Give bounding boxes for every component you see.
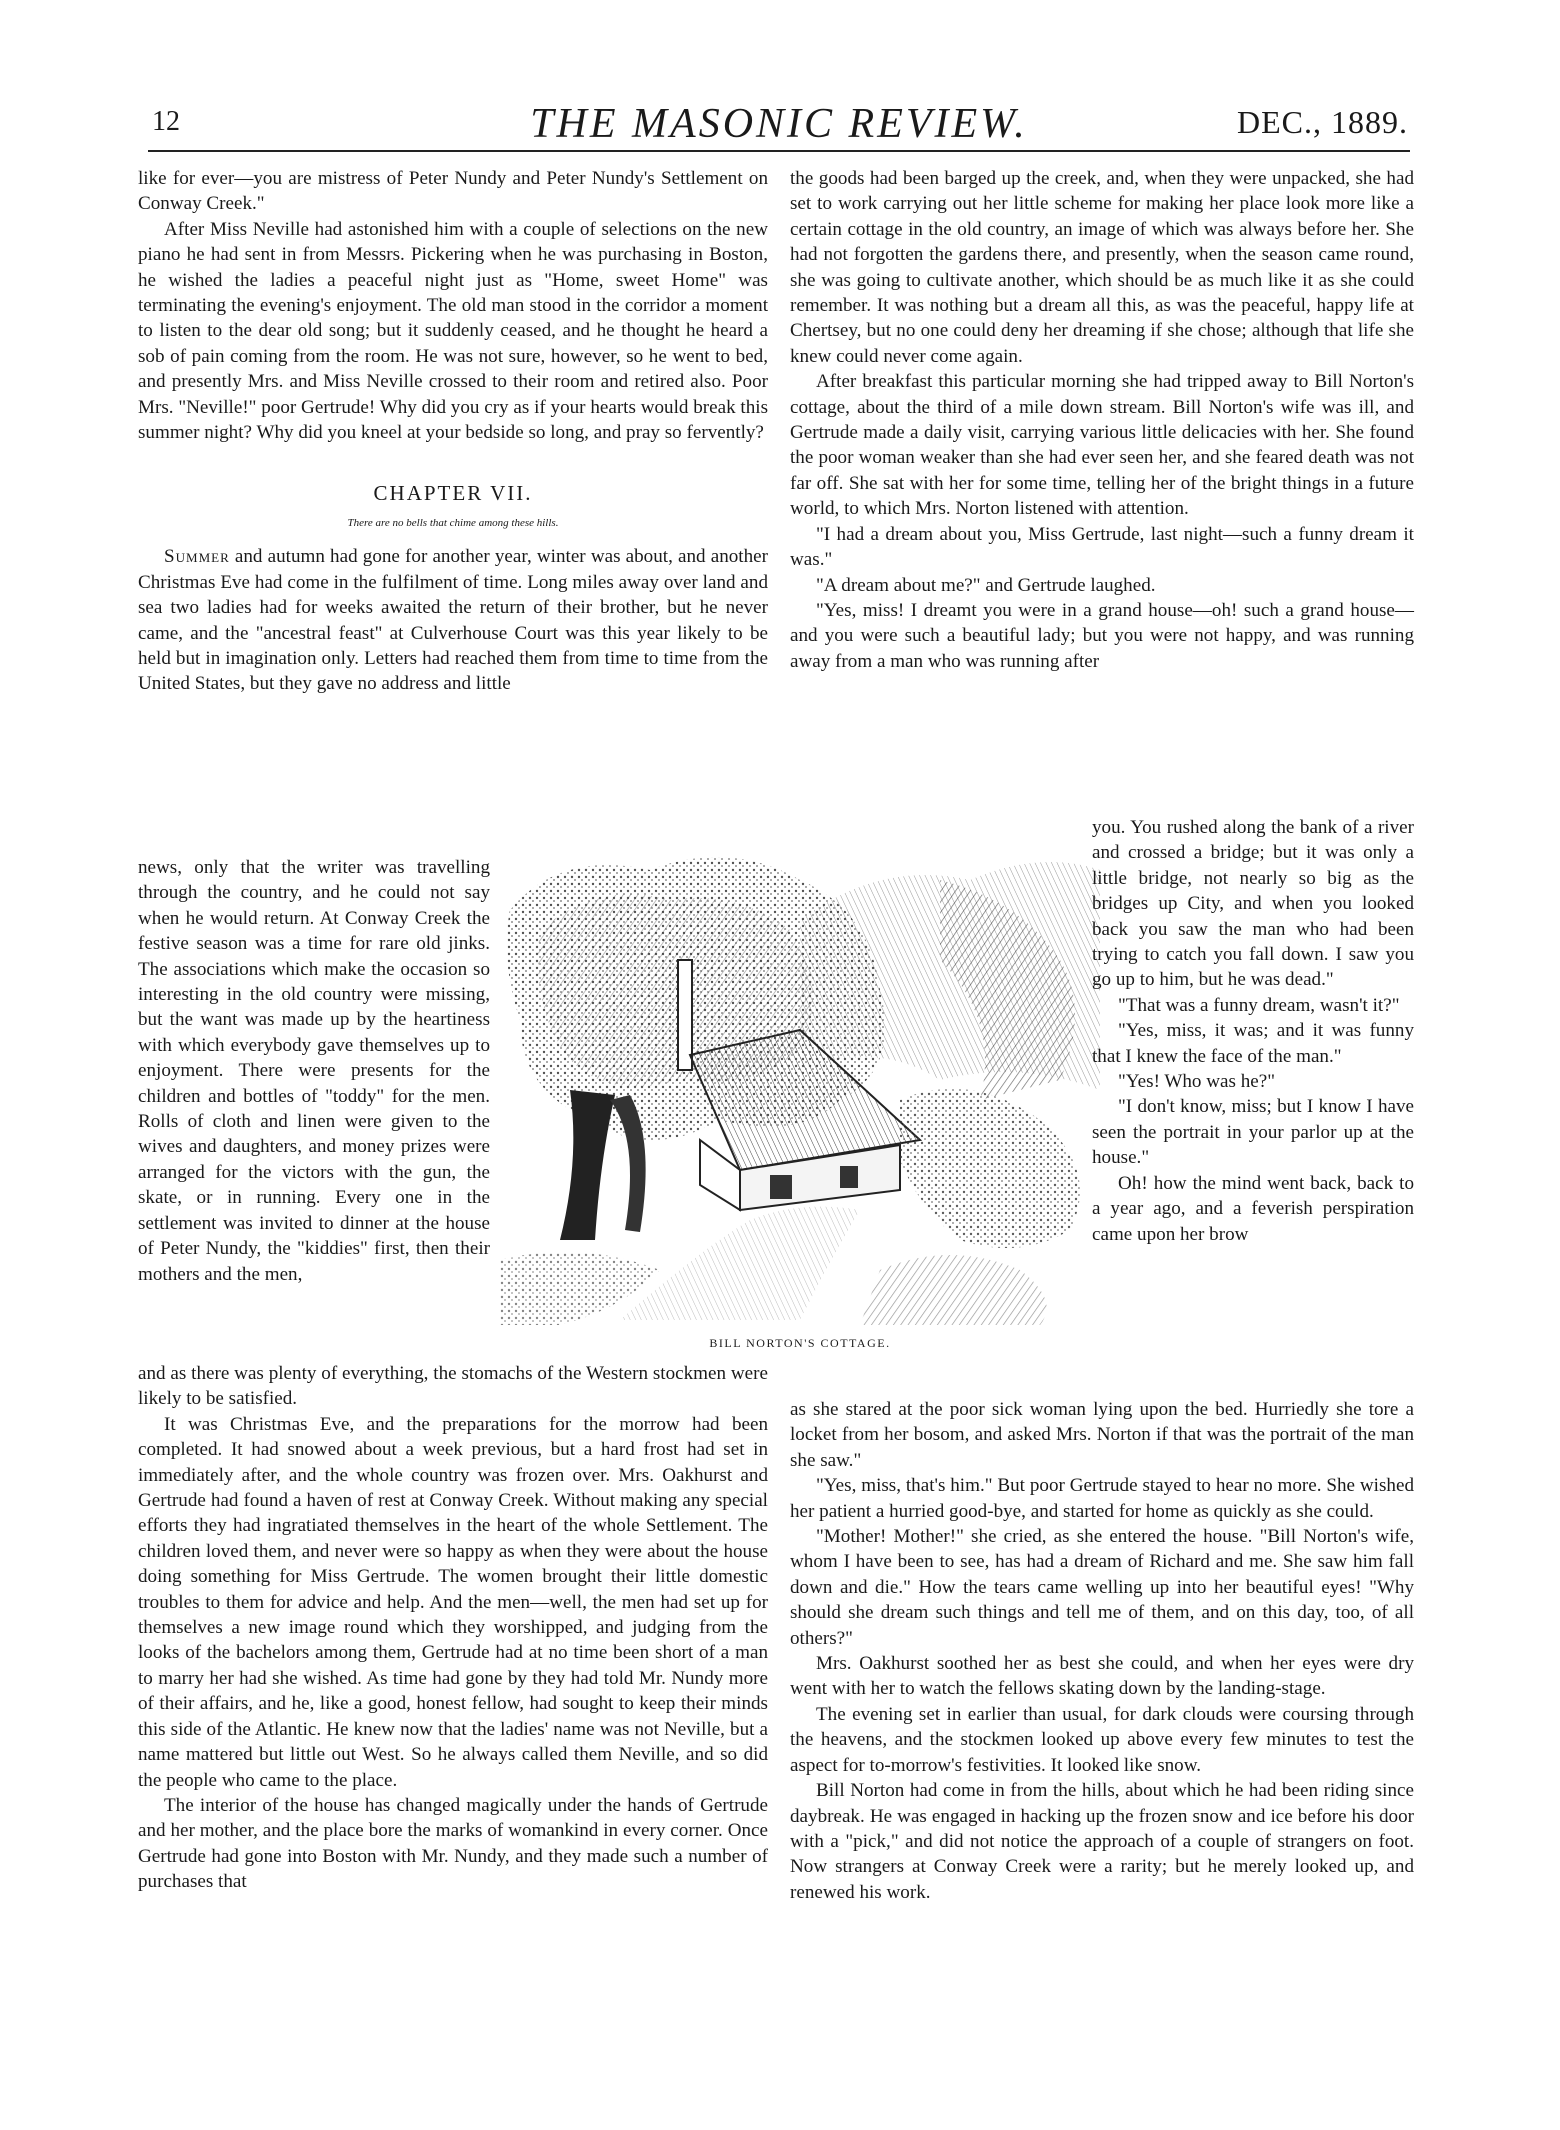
left-column-top [138, 166, 768, 697]
paragraph: Bill Norton had come in from the hills, about which he had been riding since daybreak. He was engaged in hacking up the frozen snow and ice before his door with a "pick," and did not notice the approach of a couple of strangers on foot. Now strangers at Conway Creek were a rarity; but he merely looked up, and renewed his work. [790, 1780, 1414, 1903]
right-column-bottom [790, 1397, 1414, 1905]
drop-word: Summer [164, 546, 230, 568]
paragraph: "Yes, miss, it was; and it was funny that I knew the face of the man." [1092, 1020, 1414, 1067]
paragraph: "I had a dream about you, Miss Gertrude, last night—such a funny dream it was." [790, 523, 1414, 571]
issue-date: DEC., 1889. [1237, 104, 1408, 140]
chapter-opening-paragraph [138, 544, 768, 696]
paragraph: "Yes, miss, that's him." But poor Gertrude stayed to hear no more. She wished her patient a hurried good-bye, and started for home as quickly as she could. [790, 1475, 1414, 1522]
paragraph: "Mother! Mother!" she cried, as she entered the house. "Bill Norton's wife, whom I have been to see, has had a dream of Richard and me. She saw him fall down and die." How the tears came welling up into her beautiful eyes! "Why should she dream such things and tell me of them, and on this day, too, of all others?" [790, 1526, 1414, 1649]
chapter-opening-text: and autumn had gone for another year, winter was about, and another Christmas Eve had come in the fulfilment of time. Long miles away over land and sea two ladies had for weeks awaited the return of their brother, but he never came, and the "ancestral feast" at Culverhouse Court was this year likely to be held but in imagination only. Letters had reached them from time to time from the United States, but they gave no address and little [138, 546, 768, 695]
paragraph: Mrs. Oakhurst soothed her as best she could, and when her eyes were dry went with her to watch the fellows skating down by the landing-stage. [790, 1653, 1414, 1700]
paragraph: you. You rushed along the bank of a river and crossed a bridge; but it was only a little bridge, not nearly so big as the bridges up City, and when you looked back you saw the man who had been trying to catch you fall down. I saw you go up to him, but he was dead." [1092, 817, 1414, 991]
cottage-engraving [500, 840, 1100, 1330]
paragraph: news, only that the writer was travelling through the country, and he could not say when he would return. At Conway Creek the festive season was a time for rare old jinks. The associations which make the occasion so interesting in the old country were missing, but the want was made up by the heartiness with which everybody gave themselves up to enjoyment. There were presents for the children and bottles of "toddy" for the men. Rolls of cloth and linen were given to the wives and daughters, and money prizes were arranged for the victors with the gun, the skate, or in running. Every one in the settlement was invited to dinner at the house of Peter Nundy, the "kiddies" first, then their mothers and the men, [138, 857, 490, 1285]
paragraph: and as there was plenty of everything, the stomachs of the Western stockmen were likely to be satisfied. [138, 1363, 768, 1410]
cottage-chimney [678, 960, 692, 1070]
paragraph: It was Christmas Eve, and the preparations for the morrow had been completed. It had snowed about a week previous, but a hard frost had set in immediately after, and the whole country was frozen over. Mrs. Oakhurst and Gertrude had found a haven of rest at Conway Creek. Without making any special efforts they had ingratiated themselves in the heart of the whole Settlement. The children loved them, and never were so happy as when they were about the house doing something for Miss Gertrude. The women brought their little domestic troubles to them for advice and help. And the men—well, the men had set up for themselves a new image round which they worshipped, and judging from the looks of the bachelors among them, Gertrude had at no time been short of a man to marry her had she wished. As time had gone by they had told Mr. Nundy more of their affairs, and he, like a good, honest fellow, had sought to keep their minds this side of the Atlantic. He knew now that the ladies' name was not Neville, but a name mattered but little out West. So he always called them Neville, and so did the people who came to the place. [138, 1413, 768, 1791]
left-wrap-column [138, 855, 490, 1287]
garden-path [620, 1207, 860, 1320]
cottage-window [840, 1166, 858, 1188]
chapter-heading: CHAPTER VII. [373, 481, 533, 506]
paragraph: "Yes! Who was he?" [1118, 1071, 1276, 1093]
illustration [500, 840, 1100, 1360]
paragraph: "That was a funny dream, wasn't it?" [1118, 994, 1400, 1016]
right-column-top [790, 166, 1414, 674]
paragraph: "A dream about me?" and Gertrude laughed. [816, 574, 1156, 596]
cottage-window [770, 1175, 792, 1199]
paragraph: After breakfast this particular morning she had tripped away to Bill Norton's cottage, about the third of a mile down stream. Bill Norton's wife was ill, and Gertrude made a daily visit, carrying various little delicacies with her. She found the poor woman weaker than she had ever seen her, and she feared death was not far off. She sat with her for some time, telling her of the bright things in a future world, to which Mrs. Norton listened with attention. [790, 371, 1414, 520]
paragraph: the goods had been barged up the creek, and, when they were unpacked, she had set to work carrying out her little scheme for making her place look more like a certain cottage in the old country, an image of which was always before her. She had not forgotten the gardens there, and presently, when the season came round, she was going to cultivate another, which should be as much like it as she could remember. It was nothing but a dream all this, as was the peaceful, happy life at Chertsey, but no one could deny her dreaming if she chose; although that life she knew could never come again. [790, 168, 1414, 367]
left-column-bottom [138, 1361, 768, 1895]
paragraph: After Miss Neville had astonished him with a couple of selections on the new piano he had sent in from Messrs. Pickering when he was purchasing in Boston, he wished the ladies a peaceful night just as "Home, sweet Home" was terminating the evening's enjoyment. The old man stood in the corridor a moment to listen to the dear old song; but it suddenly ceased, and he thought he heard a sob of pain coming from the room. He was not sure, however, so he went to bed, and presently Mrs. and Miss Neville crossed to their room and retired also. Poor Mrs. "Neville!" poor Gertrude! Why did you cry as if your hearts would break this summer night? Why did you kneel at your bedside so long, and pray so fervently? [138, 218, 768, 444]
chapter-epigraph: There are no bells that chime among these hills. [347, 516, 559, 529]
bush [900, 1089, 1080, 1248]
figure-caption: BILL NORTON'S COTTAGE. [709, 1336, 891, 1350]
foreground-grass [860, 1255, 1047, 1325]
paragraph: The interior of the house has changed magically under the hands of Gertrude and her mother, and the place bore the marks of womankind in every corner. Once Gertrude had gone into Boston with Mr. Nundy, and they made such a number of purchases that [138, 1794, 768, 1893]
page-header [148, 100, 1410, 152]
paragraph: as she stared at the poor sick woman lying upon the bed. Hurriedly she tore a locket from her bosom, and asked Mrs. Norton if that was the portrait of the man she saw." [790, 1399, 1414, 1471]
tree-trunk [560, 1090, 615, 1240]
publication-title: THE MASONIC REVIEW. [530, 101, 1028, 147]
paragraph: The evening set in earlier than usual, for dark clouds were coursing through the heavens, and the stockmen looked up above every few minutes to test the aspect for to-morrow's festivities. It looked like snow. [790, 1703, 1414, 1776]
right-wrap-column [1092, 815, 1414, 1247]
paragraph: "I don't know, miss; but I know I have seen the portrait in your parlor up at the house." [1092, 1096, 1414, 1169]
paragraph: like for ever—you are mistress of Peter Nundy and Peter Nundy's Settlement on Conway Creek." [138, 168, 768, 215]
paragraph: "Yes, miss! I dreamt you were in a grand house—oh! such a grand house—and you were such a beautiful lady; but you were not happy, and was running away from a man who was running after [790, 599, 1414, 672]
paragraph: Oh! how the mind went back, back to a year ago, and a feverish perspiration came upon her brow [1092, 1172, 1414, 1245]
page-number: 12 [152, 106, 180, 137]
